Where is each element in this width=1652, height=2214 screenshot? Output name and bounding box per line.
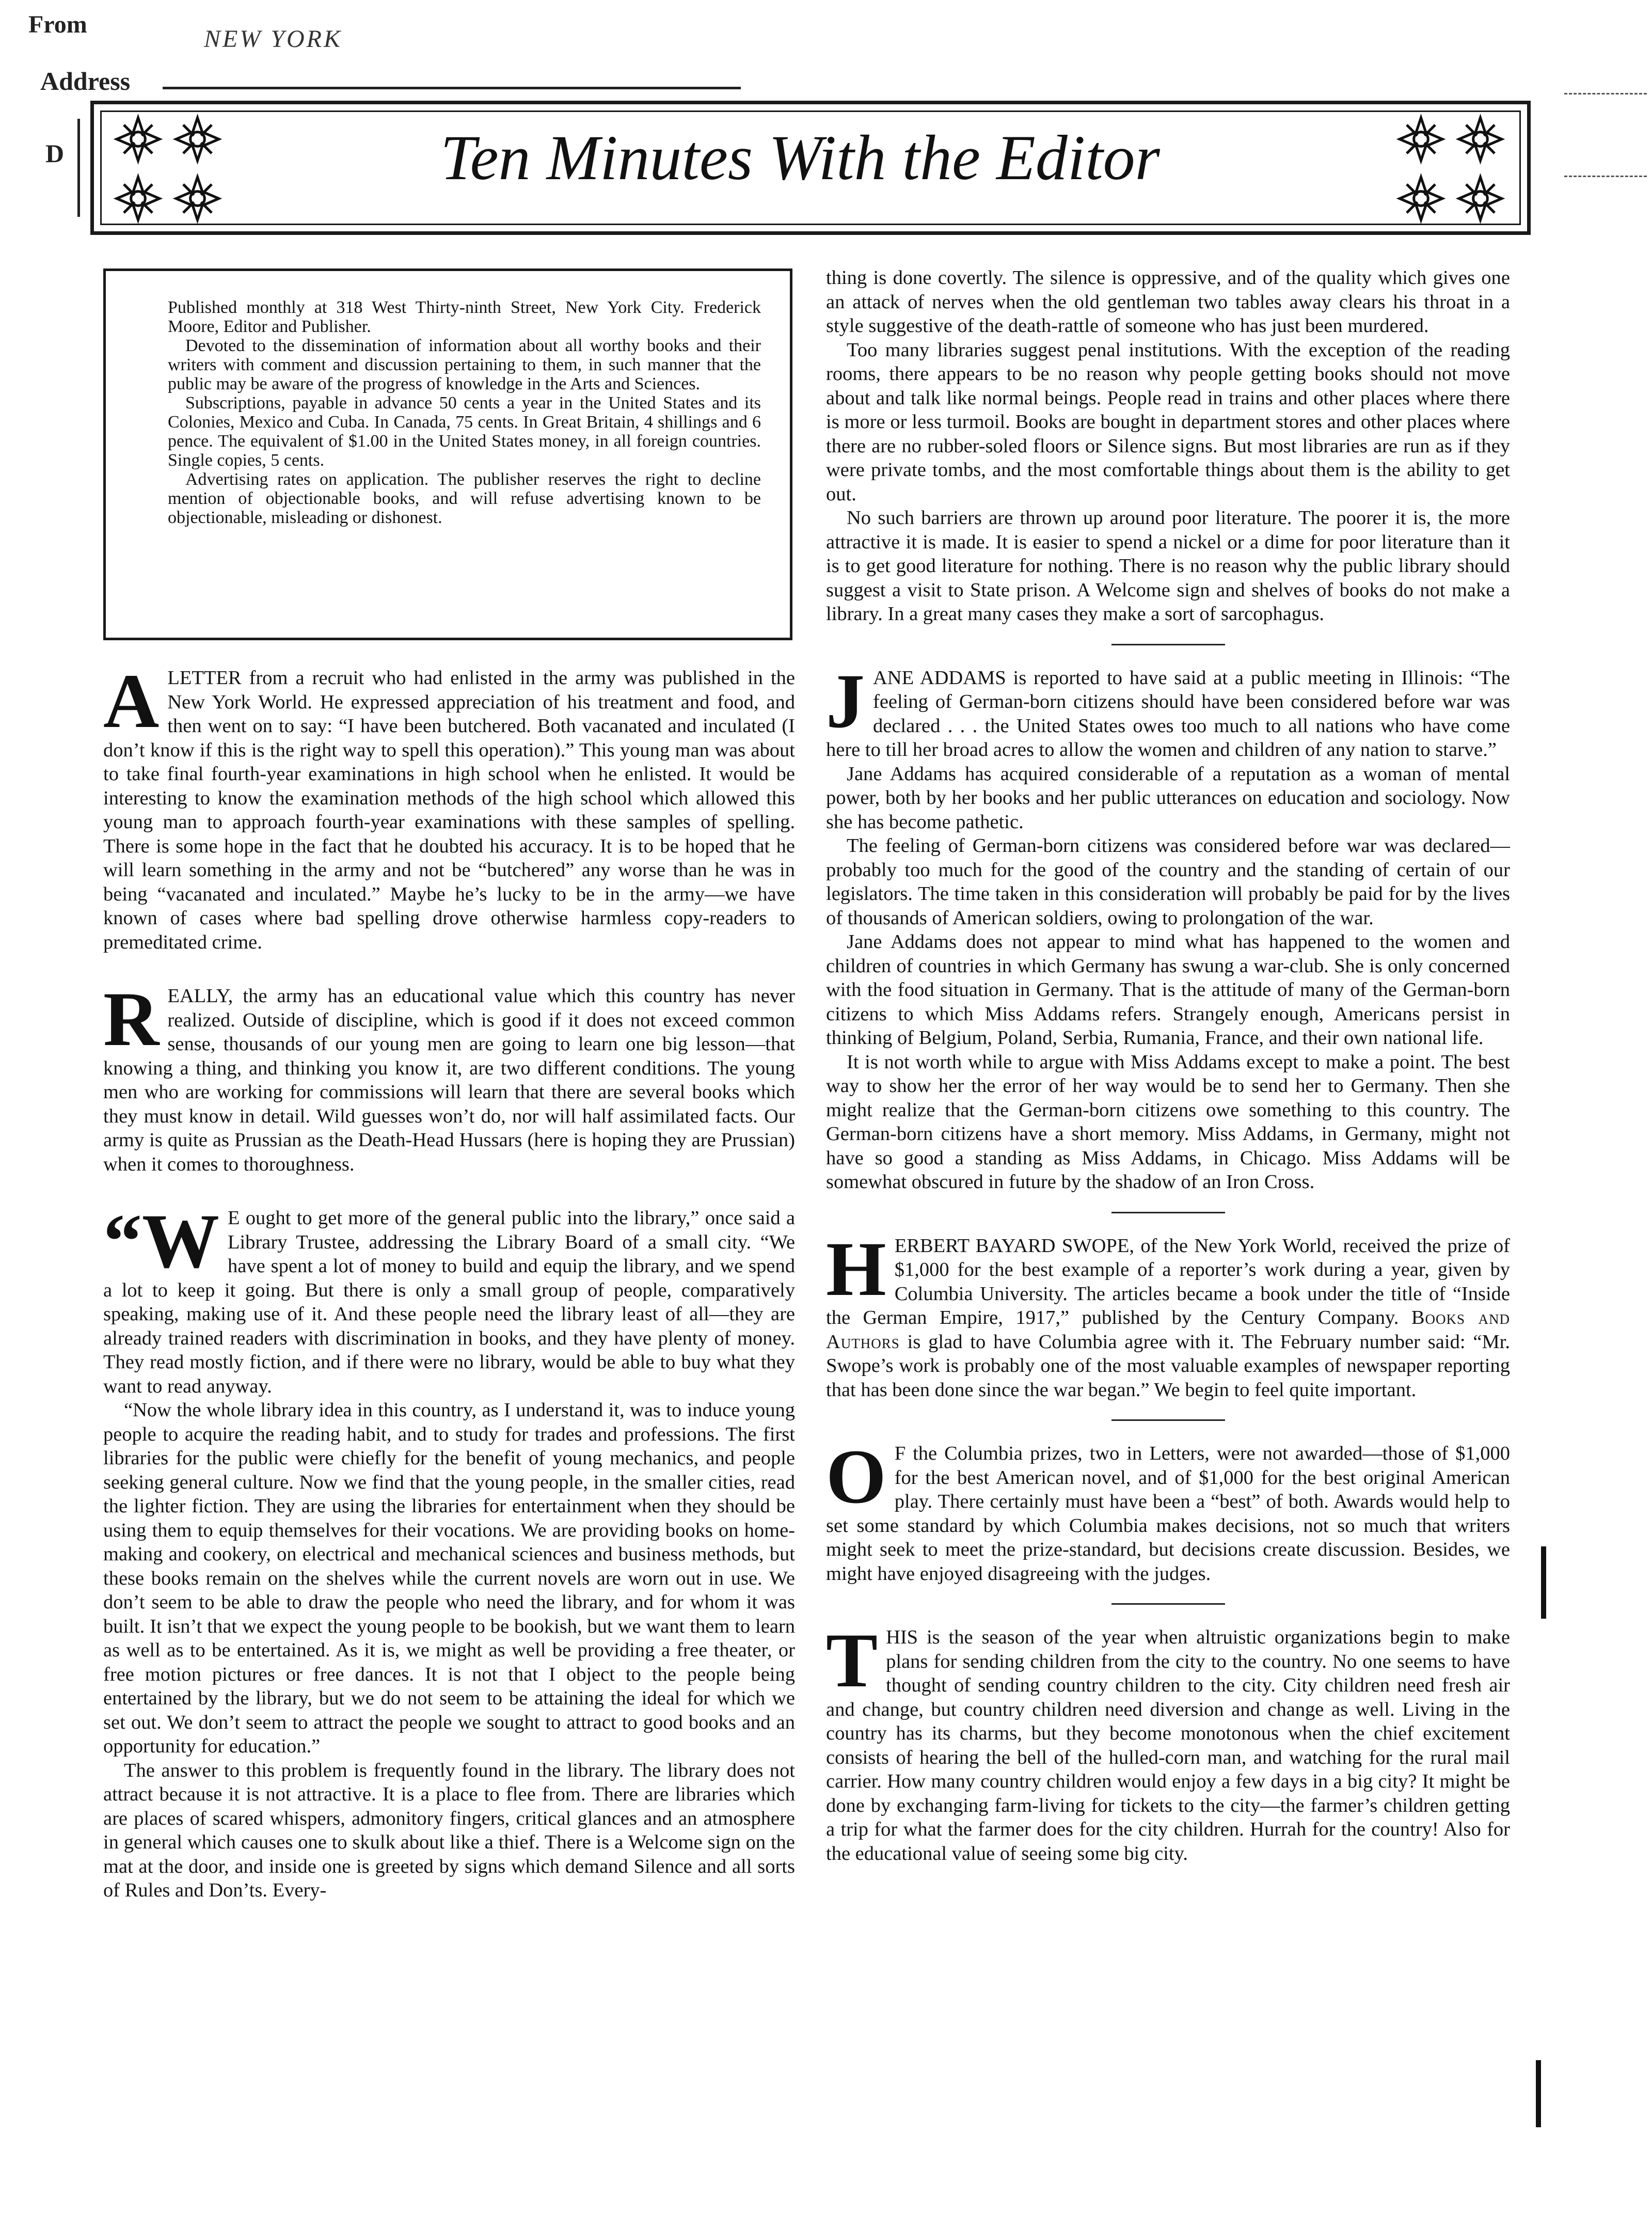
- article-paragraph: Too many libraries suggest penal institutions. With the exception of the reading rooms, there appears to be no reason why people getting books should not move about and talk like normal beings. People read in trains and other places where there is more or less turmoil. Books are bought in department stores and other places where there are no rubber-soled floors or Silence signs. But most libraries are run as if they were private tombs, and the most comfortable things about them is the ability to get out.: [826, 339, 1510, 505]
- article-jane-addams: [826, 658, 1510, 1194]
- article-paragraph: EALLY, the army has an educational value which this country has never realized. Outside of discipline, which is good if it does not exceed common sense, thousands of our young men are going to learn one big lesson—that knowing a thing, and thinking you know it, are two different conditions. The young men who are working for commissions will learn that there are several books which they must know in detail. Wild guesses won’t do, nor will half assimilated facts. Our army is quite as Prussian as the Death-Head Hussars (here is hoping they are Prussian) when it comes to thoroughness.: [103, 985, 795, 1175]
- article-paragraph: No such barriers are thrown up around poor literature. The poorer it is, the more attractive it is made. It is easier to spend a nickel or a dime for poor literature than it is to get good literature for nothing. There is no reason why the public library should suggest a visit to State prison. A Welcome sign and shelves of books do not make a library. In a great many cases they make a sort of sarcophagus.: [826, 507, 1510, 625]
- drop-cap: “W: [103, 1198, 219, 1284]
- floral-ornament-icon: [108, 109, 227, 228]
- article-paragraph: It is not worth while to argue with Miss Addams except to make a point. The best way to show her the error of her way would be to send her to Germany. Then she might realize that the German-born citizens owe something to this country. The German-born citizens have a short memory. Miss Addams, in Germany, might not have so good a standing as Miss Addams, in Chicago. Miss Addams will be somewhat obscured in future by the shadow of an Iron Cross.: [826, 1051, 1510, 1193]
- drop-cap: A: [103, 658, 160, 744]
- section-divider: [1111, 644, 1225, 645]
- drop-cap: H: [826, 1226, 886, 1312]
- article-paragraph: HIS is the season of the year when altruistic organizations begin to make plans for sending children from the city to the country. No one seems to have thought of sending country children to the city. City children need fresh air and change, but country children need diversion and change as well. Living in the country has its charms, but they become monotonous when the chief excitement consists of hearing the bell of the hulled-corn man, and watching for the rural mail carrier. How many country children would enjoy a few days in a big city? It might be done by exchanging farm-living for tickets to the city—the farmer’s children getting a trip for what the farmer does for the city children. Hurrah for the country! Also for the educational value of seeing some big city.: [826, 1626, 1510, 1864]
- margin-mark: [1541, 1546, 1546, 1619]
- article-library-trustee: [103, 1198, 795, 1903]
- article-paragraph: E ought to get more of the general public into the library,” once said a Library Trustee, addressing the Library Board of a small city. “We have spent a lot of money to build and equip the library, and we spend a lot to keep it going. But there is only a small group of people, comparatively speaking, making use of it. And these people need the library least of all—they are already trained readers with discrimination in books, and they have plenty of money. They read mostly fiction, and if there were no library, would be able to buy what they want to read anyway.: [103, 1207, 795, 1397]
- article-paragraph: [826, 1226, 1511, 1402]
- drop-cap: T: [826, 1618, 878, 1703]
- article-paragraph: F the Columbia prizes, two in Letters, were not awarded—those of $1,000 for the best American novel, and of $1,000 for the best original American play. There certainly must have been a “best” of both. Awards would help to set some standard by which Columbia makes decisions, not so much that writers might seek to meet the prize-standard, but decisions create discussion. Besides, we might have enjoyed disagreeing with the judges.: [826, 1443, 1510, 1585]
- article-paragraph: The feeling of German-born citizens was considered before war was declared—probably too much for the good of the country and the standing of certain of our legislators. The time taken in this consideration will probably be paid for by the lives of thousands of American soldiers, owing to prolongation of the war.: [826, 835, 1510, 929]
- edge-dash: [1564, 176, 1647, 177]
- article-country-children: [826, 1618, 1510, 1865]
- floral-ornament-icon: [1391, 109, 1510, 228]
- section-divider: [1111, 1419, 1225, 1421]
- publisher-address: Published monthly at 318 West Thirty-ninth Street, New York City. Frederick Moore, Editor and Publisher.: [168, 298, 761, 336]
- margin-mark: [1536, 2060, 1541, 2127]
- magazine-name: Books and Authors: [826, 1307, 1511, 1353]
- section-divider: [1111, 1603, 1225, 1605]
- article-paragraph: The answer to this problem is frequently found in the library. The library does not attract because it is not attractive. It is a place to flee from. There are libraries which are places of scared whispers, admonitory fingers, critical glances and an atmosphere in general which causes one to skulk about like a thief. There is a Welcome sign on the mat at the door, and inside one is greeted by signs which demand Silence and all sorts of Rules and Don’ts. Every-: [103, 1759, 795, 1901]
- article-text: is glad to have Columbia agree with it. The February number said: “Mr. Swope’s work is probably one of the most valuable examples of newspaper reporting that has been done since the war began.” We begin to feel quite important.: [826, 1331, 1510, 1401]
- left-column: [103, 658, 795, 1903]
- drop-cap: O: [826, 1434, 886, 1520]
- article-army-education: [103, 976, 795, 1176]
- article-paragraph: Jane Addams does not appear to mind what has happened to the women and children of countries in which Germany has swung a war-club. She is only concerned with the food situation in Germany. That is the attitude of many of the German-born citizens to which Miss Addams refers. Strangely enough, Americans persist in thinking of Belgium, Poland, Serbia, Rumania, France, and their own national life.: [826, 931, 1510, 1049]
- publisher-advertising: Advertising rates on application. The publisher reserves the right to decline mention of objectionable books, and will refuse advertising known to be objectionable, misleading or dishonest.: [168, 470, 761, 527]
- date-label: D: [45, 139, 65, 168]
- article-paragraph: Jane Addams has acquired considerable of a reputation as a woman of mental power, both by her books and her public utterances on education and sociology. Now she has become pathetic.: [826, 763, 1510, 833]
- article-library-silence: [826, 266, 1510, 626]
- margin-rule: [77, 119, 85, 217]
- article-paragraph: “Now the whole library idea in this country, as I understand it, was to induce young people to acquire the reading habit, and to study for trades and professions. The first libraries for the public were chiefly for the benefit of young mechanics, and people seeking general culture. Now we find that the young people, in the smaller cities, read the lighter fiction. They are using the libraries for entertainment when they should be using them to equip themselves for their vocations. We are providing books on home-making and cookery, on electrical and mechanical sciences and business methods, but these books remain on the shelves while the current novels are worn out in use. We don’t seem to be able to draw the people who need the library, and for whom it was built. It isn’t that we expect the young people to be bookish, but we want them to learn as well as to be entertained. As it is, we might as well be providing a free theater, or free motion pictures or free dances. It is not that I object to the people being entertained by the library, but we do not seem to be attaining the ideal for which we set out. We don’t seem to attract the people we sought to attract to good books and an opportunity for education.”: [103, 1399, 795, 1757]
- postmark-stamp: NEW YORK: [204, 25, 343, 53]
- article-text: ERBERT BAYARD SWOPE, of the New York World, received the prize of $1,000 for the best example of a reporter’s work during a year, given by Columbia University. The articles became a book under the title of “Inside the German Empire, 1917,” published by the Century Company.: [826, 1235, 1510, 1329]
- publisher-info-box: [103, 268, 792, 640]
- from-label: From: [28, 11, 87, 38]
- address-label: Address: [40, 67, 131, 96]
- article-paragraph: thing is done covertly. The silence is oppressive, and of the quality which gives one an attack of nerves when the old gentleman two tables away clears his throat in a style suggestive of the death-rattle of someone who has just been murdered.: [826, 267, 1510, 337]
- drop-cap: J: [826, 658, 865, 744]
- publisher-subscriptions: Subscriptions, payable in advance 50 cents a year in the United States and its Colonies, Mexico and Cuba. In Canada, 75 cents. In Great Britain, 4 shillings and 6 pence. The equivalent of $1.00 in the United States money, in all foreign countries. Single copies, 5 cents.: [168, 393, 761, 470]
- article-columbia-prizes: [826, 1434, 1510, 1586]
- right-column: [826, 266, 1510, 1865]
- article-swope-prize: [826, 1226, 1511, 1402]
- edge-dash: [1564, 93, 1647, 94]
- page-title: Ten Minutes With the Editor: [440, 122, 1160, 193]
- article-recruit-letter: [103, 658, 795, 954]
- publisher-purpose: Devoted to the dissemination of information about all worthy books and their writers with comment and discussion pertaining to them, in such manner that the public may be aware of the progress of knowledge in the Arts and Sciences.: [168, 336, 761, 393]
- drop-cap: R: [103, 976, 160, 1062]
- section-divider: [1111, 1212, 1225, 1213]
- article-paragraph: ANE ADDAMS is reported to have said at a public meeting in Illinois: “The feeling of German-born citizens should have been considered before war was declared . . . the United States owes too much to all nations who have come here to till her broad acres to allow the women and children of any nation to starve.”: [826, 667, 1510, 761]
- address-line: [163, 87, 741, 89]
- article-paragraph: LETTER from a recruit who had enlisted in the army was published in the New York World. He expressed appreciation of his treatment and food, and then went on to say: “I have been butchered. Both vacanated and inculated (I don’t know if this is the right way to spell this operation).” This young man was about to take final fourth-year examinations in high school when he enlisted. It would be interesting to know the examination methods of the high school which allowed this young man to approach fourth-year examinations with these samples of spelling. There is some hope in the fact that he doubted his accuracy. It is to be hoped that he will learn something in the army and not be “butchered” any worse than he was in being “vacanated and inculated.” Maybe he’s lucky to be in the army—we have known of cases where bad spelling drove otherwise harmless copy-readers to premeditated crime.: [103, 667, 795, 953]
